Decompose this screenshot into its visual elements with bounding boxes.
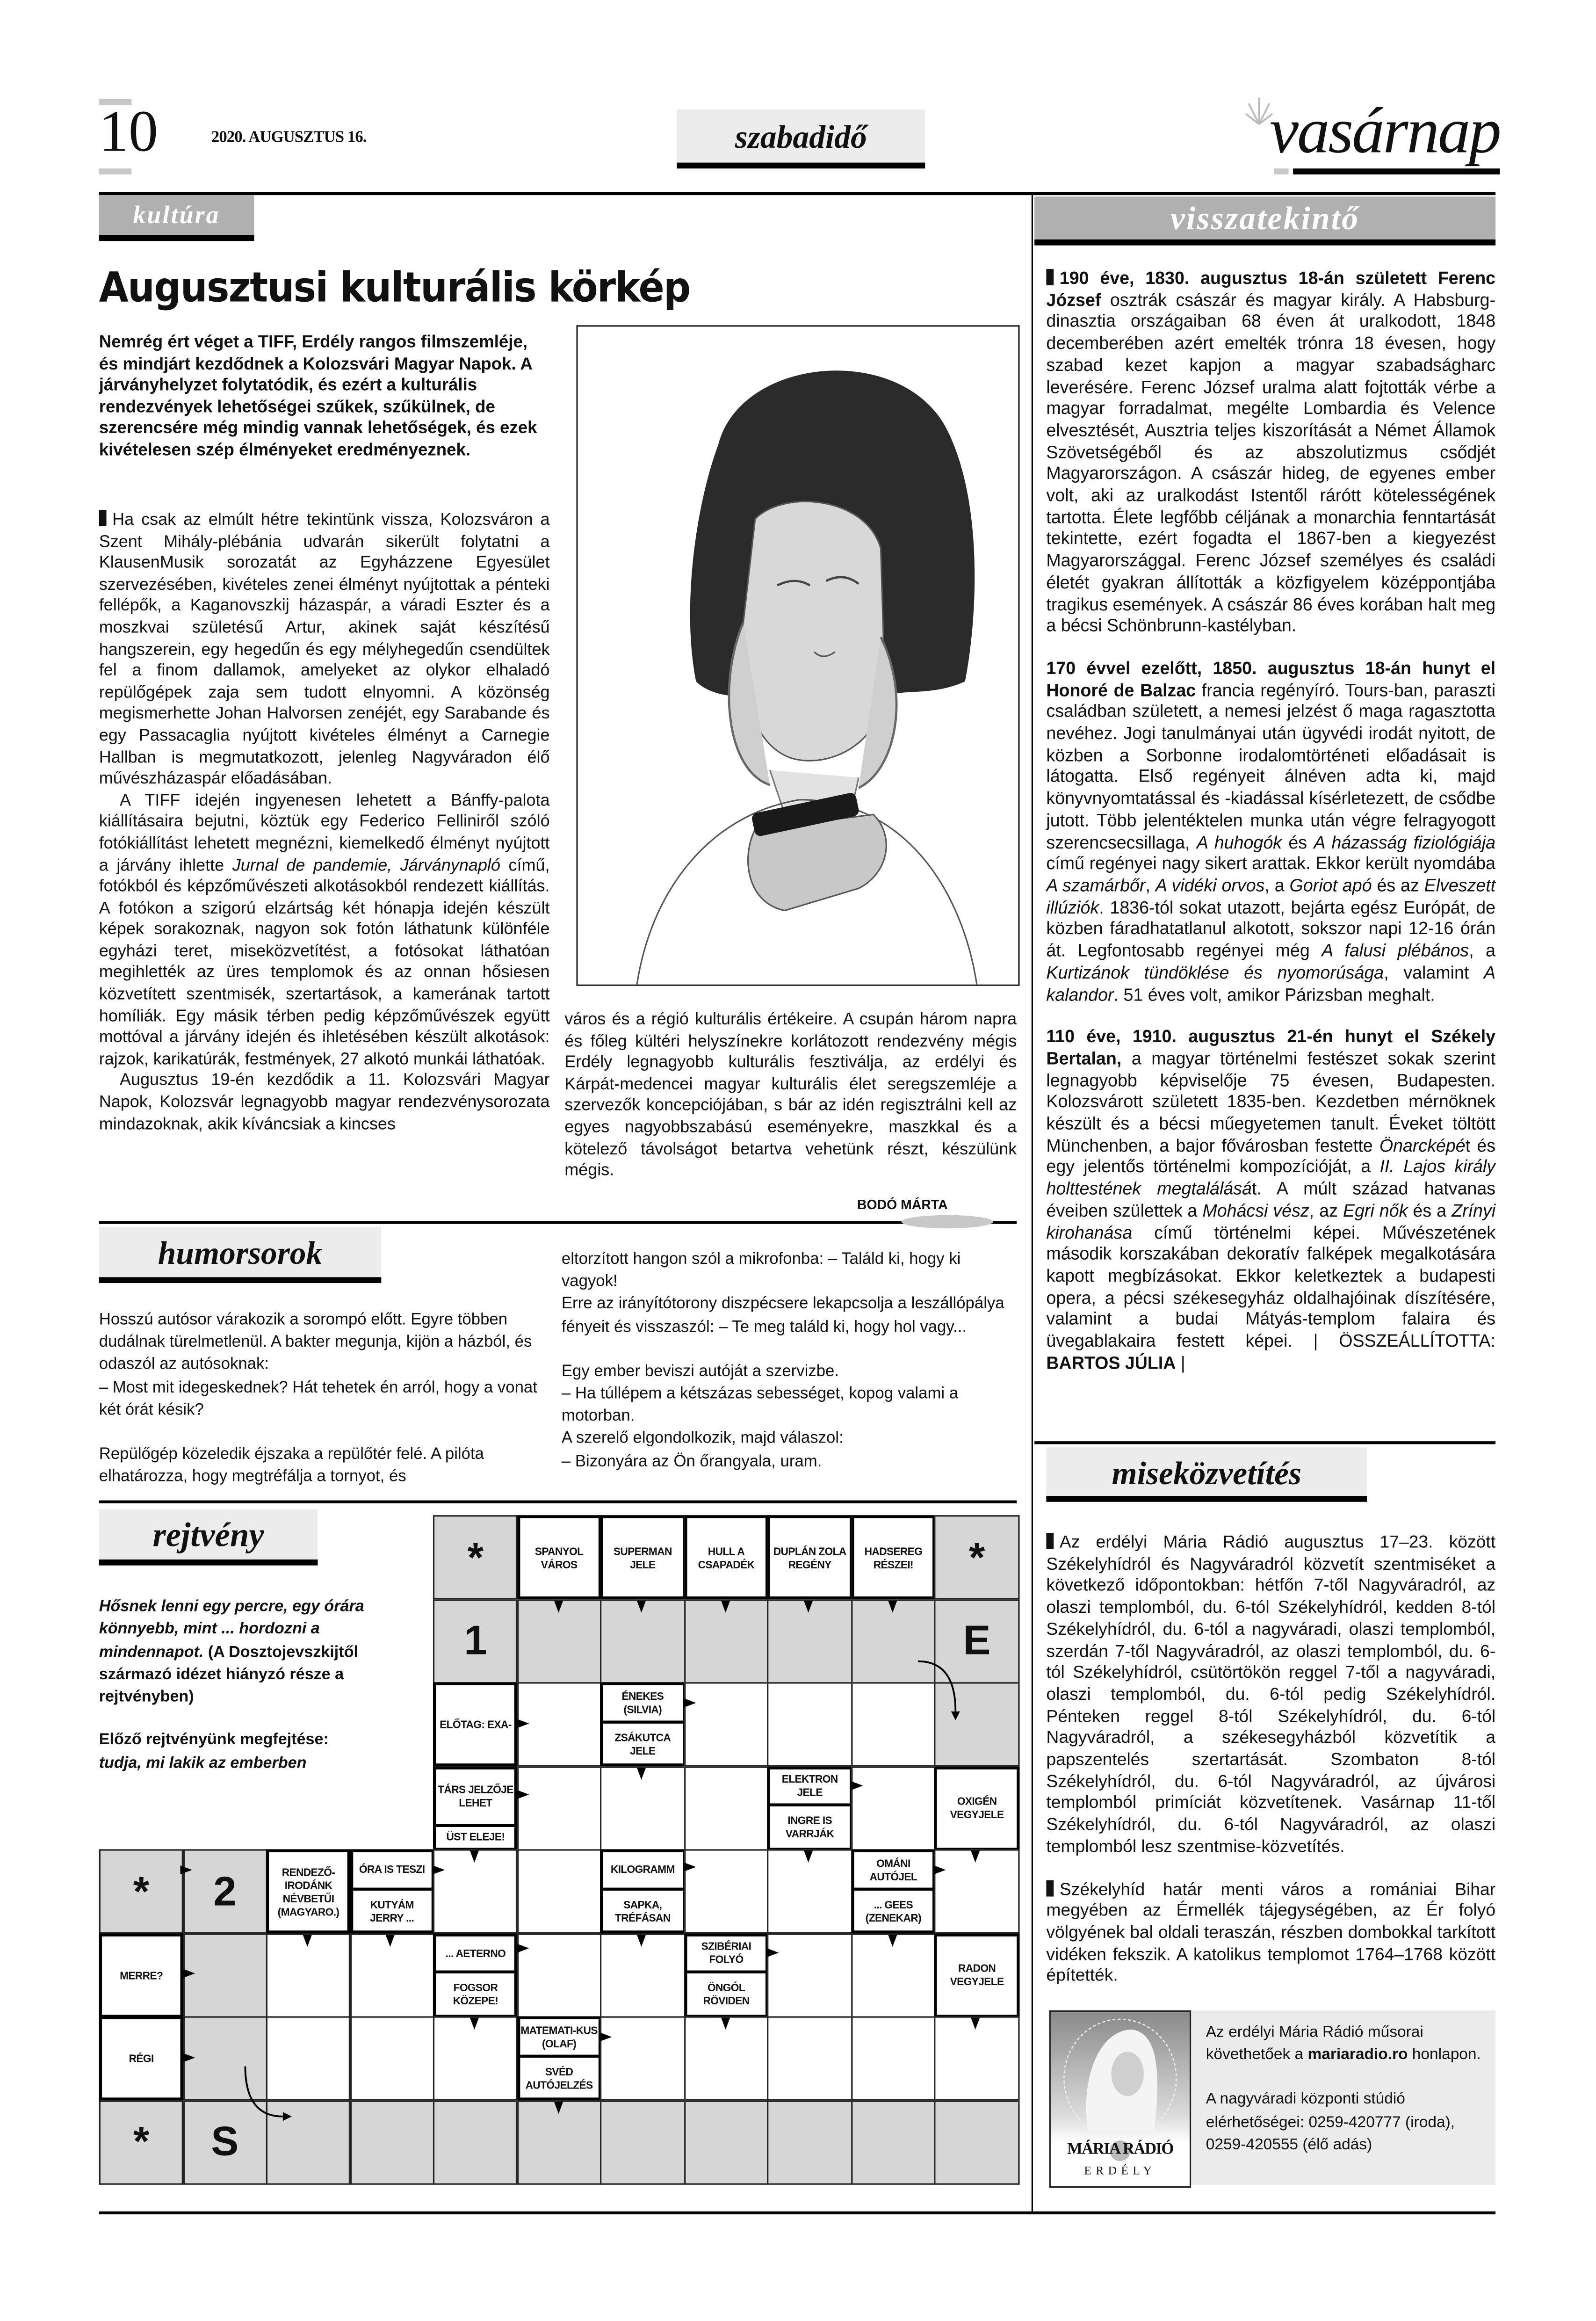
section-rule bbox=[1034, 1441, 1495, 1443]
previous-solution-label: Előző rejtvényünk megfejtése: bbox=[99, 1732, 329, 1750]
text-run: Zrínyi kirohanása bbox=[1046, 1200, 1496, 1243]
paragraph-marker bbox=[99, 510, 107, 526]
clue-text: RÉGI bbox=[129, 2052, 154, 2066]
clue-text: MERRE? bbox=[120, 1968, 163, 1982]
text-run: 170 évvel ezelőtt, 1850. augusztus 18-án hunyt el Honoré de Balzac bbox=[1046, 658, 1496, 700]
radio-website-text bbox=[1206, 2022, 1490, 2067]
text-run: | bbox=[1176, 1352, 1185, 1373]
page-number: 10 bbox=[99, 97, 159, 164]
logo-bar-gray bbox=[1274, 168, 1289, 174]
text-run: Elveszett illúziók bbox=[1046, 875, 1496, 918]
issue-date: 2020. AUGUSZTUS 16. bbox=[211, 128, 367, 146]
clue-text: RADON VEGYJELE bbox=[950, 1961, 1004, 1988]
clue-text: TÁRS JELZŐJE LEHET bbox=[438, 1783, 513, 1810]
key-label: * bbox=[968, 1533, 985, 1580]
text-run: BARTOS JÚLIA bbox=[1046, 1352, 1176, 1373]
text-run: A TIFF idején ingyenesen lehetett a Bánffy-palota kiállításaira bejutni, köztük egy Federico Felliniről szóló fotókiállítást lehetett megnézni, kiemelkedő élményt nyújtott a járvány ihlette bbox=[99, 791, 550, 875]
text-run: és a bbox=[1408, 1200, 1452, 1221]
joke-gap bbox=[99, 1422, 557, 1444]
text-run: című történelmi képei. Művészetének második korszakában dekoratív falképek megalkotására kapott megbízásokat. Ekkor keletkeztek a budapesti opera, a pécsi székesegyház oldalhajóinak díszítésére, valamint a budai Mátyás-templom falaira és üvegablakaira festett képei. bbox=[1046, 1221, 1496, 1351]
column-divider bbox=[1032, 194, 1033, 2213]
humor-column-left bbox=[99, 1310, 557, 1489]
text-run: Jurnal de pandemie, Járványnapló bbox=[232, 856, 500, 875]
text-run: . 1836-tól sokat utazott, bejárta egész Európát, de közben fáradhatatlanul alkotott, sokszor napi 12-16 órán át. Legfontosabb regényei még bbox=[1046, 897, 1496, 961]
joke-line: Egy ember beviszi autóját a szervizbe. bbox=[561, 1363, 839, 1381]
joke-line: – Bizonyára az Ön őrangyala, uram. bbox=[561, 1452, 822, 1471]
mass-text: Székelyhíd határ menti város a romániai Bihar megyében az Érmellék tájegységében, az Ér folyó völgyének bal oldali teraszán, részben dombokkal tarkított vidéken fekszik. A katolikus templomot 1764–1768 között építették. bbox=[1046, 1878, 1496, 1986]
clue-text: SZIBÉRIAI FOLYÓ bbox=[701, 1940, 751, 1967]
article-lead: Nemrég ért véget a TIFF, Erdély rangos filmszemléje, és mindjárt kezdődnek a Kolozsvári Magyar Napok. A járványhelyzet folytatódik, és ezért a kulturális rendezvények lehetőségei szűkek, szűkülnek, de szerencsére még mindig vannak lehetőségek, és ezek kivételesen szép élményeket eredményeznek. bbox=[99, 333, 537, 460]
paragraph-marker bbox=[1046, 269, 1054, 285]
text-run: II. Lajos király holttestének megtalálásá bbox=[1046, 1156, 1496, 1199]
text-run: A huhogók bbox=[1196, 831, 1282, 853]
text-run: a magyar történelmi festészet sokak szerint legnagyobb képviselője 75 évesen, Budapesten. Kolozsvárott született 1835-ben. Kezdetben mérnöknek készült és a bécsi műegyetemen tanult. Éveket töltött Münchenben, a bajor fővárosban festette bbox=[1046, 1048, 1496, 1156]
joke-line: – Most mit idegeskednek? Hát tehetek én arról, hogy a vonat két órát késik? bbox=[99, 1378, 537, 1419]
article-paragraph bbox=[99, 1071, 550, 1135]
text-run: 110 éve, 1910. augusztus 21-én hunyt el Székely Bertalan, bbox=[1046, 1026, 1496, 1069]
logo-title: MÁRIA RÁDIÓ bbox=[1067, 2140, 1173, 2158]
madonna-image bbox=[1051, 2012, 1190, 2186]
joke-line: A szerelő elgondolkozik, majd válaszol: bbox=[561, 1430, 844, 1448]
joke-line: Hosszú autósor várakozik a sorompó előtt. Egyre többen dudálnak türelmetlenül. A bakter megunja, kijön a házból, és odaszól az autósoknak: bbox=[99, 1311, 532, 1374]
text-run: , bbox=[1145, 875, 1155, 896]
text-run: A házasság fiziológiája bbox=[1314, 831, 1496, 853]
key-label: 1 bbox=[464, 1617, 487, 1663]
retro-paragraph bbox=[1046, 1026, 1495, 1374]
previous-solution-text: tudja, mi lakik az emberben bbox=[99, 1754, 307, 1772]
clue-text: SPANYOL VÁROS bbox=[534, 1544, 584, 1571]
maria-radio-logo bbox=[1049, 2010, 1191, 2188]
article-paragraph: város és a régió kulturális értékeire. A csupán három napra és főleg kültéri helyszínekre korlátozott rendezvény mégis Erdély legnagyobb kulturális fesztiválja, az erdélyi és Kárpát-medencei magyar kulturális élet seregszemléje a szervezők koncepciójában, s bár az idén regisztrálni kell az egyes nagyobbszabású eseményekre, maszkkal és a kötelező távolságot betartva vehetünk részt, készülünk mégis. bbox=[564, 1011, 1017, 1180]
section-tab-humorsorok: humorsorok bbox=[99, 1227, 382, 1283]
text-run: Mohácsi vész bbox=[1202, 1200, 1309, 1221]
page-number-bar bbox=[99, 168, 132, 174]
text-run: és bbox=[1282, 831, 1314, 853]
text-run: Goriot apó bbox=[1289, 875, 1372, 896]
text-run: és az bbox=[1372, 875, 1424, 896]
section-tab-misekozvetites: miseközvetítés bbox=[1046, 1447, 1367, 1502]
retro-paragraph bbox=[1046, 658, 1495, 1005]
newspaper-logo bbox=[1242, 92, 1500, 177]
clue-text: INGRE IS VARRJÁK bbox=[785, 1813, 834, 1841]
text-run: honlapon. bbox=[1408, 2046, 1481, 2064]
text-run: francia regényíró. Tours-ban, paraszti családban született, a nemesi jelzést ő maga ragasztotta nevéhez. Jogi tanulmányai után ügyvédi irodát nyitott, de közben a Sorbonne irodalomtörténeti előadásait is látogatta. Első regényeit álnéven adta ki, majd könyvnyomtatással és -kiadással kísérletezett, de csődbe jutott. Több jelentéktelen munka után végre felragyogott szerencsecsillaga, bbox=[1046, 679, 1496, 853]
clue-text: ELŐTAG: EXA- bbox=[440, 1718, 512, 1731]
joke-line: eltorzított hangon szól a mikrofonba: – Találd ki, hogy ki vagyok! bbox=[561, 1250, 961, 1291]
text-run: Kurtizánok tündöklése és nyomorúsága bbox=[1046, 962, 1384, 983]
bottom-rule bbox=[99, 2212, 1495, 2214]
text-run: A vidéki orvos bbox=[1155, 875, 1265, 896]
text-run: Ha csak az elmúlt hétre tekintünk vissza, Kolozsváron a Szent Mihály-plébánia udvarán sikerült folytatni a KlausenMusik sorozatát az Egyházzene Egyesület szervezésében, kivételes zenei élményt nyújtottak a pénteki fellépők, a Kaganovszkij házaspár, a váradi Eszter és a moszkvai születésű Artur, akinek saját készítésű hangszerein, egy hegedűn és egy mélyhegedűn csendültek fel a finom dallamok, amelyeket az olykor elhaladó repülőgépek zaja sem tudott elnyomni. A közönség megismerhette Johan Halvorsen zenéjét, egy Sarabande és egy Passacaglia nyújtott kivételes élményt a Carnegie Hallban is megmutatkozott, jelenleg Nagyváradon élő művészházaspár előadásában. bbox=[99, 511, 550, 788]
section-tab-kultura: kultúra bbox=[99, 195, 254, 241]
article-body bbox=[99, 510, 550, 1135]
section-rule bbox=[99, 1221, 1017, 1224]
clue-text: ÜST ELEJE! bbox=[446, 1830, 505, 1844]
text-run: . 51 éves volt, amikor Párizsban meghalt. bbox=[1113, 984, 1435, 1005]
clue-text: KUTYÁM JERRY ... bbox=[370, 1897, 414, 1924]
article-byline: BODÓ MÁRTA bbox=[857, 1197, 948, 1212]
section-label-szabadido: szabadidő bbox=[677, 109, 925, 168]
clue-text: OXIGÉN VEGYJELE bbox=[950, 1794, 1004, 1821]
text-run: Egri nők bbox=[1343, 1200, 1408, 1221]
text-run: 190 éve, 1830. augusztus 18-án született Ferenc József bbox=[1046, 267, 1496, 310]
maria-radio-box bbox=[1049, 2010, 1495, 2185]
key-label: * bbox=[133, 1868, 150, 1914]
clue-text: ÖNGÓL RÖVIDEN bbox=[703, 1980, 750, 2008]
key-label: S bbox=[211, 2118, 239, 2164]
retro-paragraph bbox=[1046, 268, 1495, 637]
clue-text: SAPKA, TRÉFÁSAN bbox=[614, 1897, 671, 1924]
article-headline: Augusztusi kulturális körkép bbox=[99, 263, 690, 312]
article-paragraph bbox=[99, 791, 550, 1071]
top-rule bbox=[99, 192, 1495, 195]
joke-line: Repülőgép közeledik éjszaka a repülőtér felé. A pilóta elhatározza, hogy megtréfálja a tornyot, és bbox=[99, 1445, 484, 1486]
mass-paragraph bbox=[1046, 1531, 1495, 1857]
logo-bar bbox=[1293, 168, 1500, 174]
joke-line: – Ha túllépem a kétszázas sebességet, kopog valami a motorban. bbox=[561, 1385, 959, 1426]
mass-paragraph bbox=[1046, 1878, 1495, 1987]
article-paragraph bbox=[99, 510, 550, 791]
clue-text: ELEKTRON JELE bbox=[781, 1773, 838, 1800]
logo-subtitle: ERDÉLY bbox=[1084, 2164, 1156, 2177]
text-run: Az erdélyi Mária Rádió műsorai követhetőek a bbox=[1206, 2024, 1423, 2064]
clue-text: SUPERMAN JELE bbox=[613, 1544, 672, 1571]
clue-text: OMÁNI AUTÓJEL bbox=[869, 1857, 917, 1883]
article-illustration bbox=[576, 325, 1019, 986]
text-run: | ÖSSZEÁLLÍTOTTA: bbox=[1313, 1330, 1496, 1351]
clue-text: RENDEZŐ-IRODÁNK NÉVBETŰI (MAGYARO.) bbox=[277, 1864, 339, 1918]
clue-text: HULL A CSAPADÉK bbox=[698, 1544, 755, 1571]
text-run: című, fotókból és képzőművészeti alkotásokból rendezett kiállítás. A fotókon a szigorú elzártság két hónapja idején készült képek sorakoznak, nagyon sok fotón láthatunk különféle egyházi teret, miseközvetítést, a fotósokat láthatóan megihlették az üres templomok és az onnan hősiesen közvetített szentmisék, szertartások, a kamerának tartott homíliák. Egy másik térben pedig képzőművészek együtt mottóval a járvány idején és ihletésében készült alkotások: rajzok, karikatúrák, festmények, 27 alkotó munkái láthatóak. bbox=[99, 856, 550, 1069]
retro-column bbox=[1046, 268, 1495, 1394]
text-run: (A Dosztojevszkijtől származó idézet hiányzó része a rejtvényben) bbox=[99, 1643, 358, 1706]
clue-text: FOGSOR KÖZEPE! bbox=[453, 1980, 498, 2008]
clue-text: KILOGRAMM bbox=[610, 1863, 675, 1877]
text-run: , az bbox=[1309, 1200, 1343, 1221]
humor-column-right bbox=[562, 1249, 1017, 1473]
clue-text: SVÉD AUTÓJELZÉS bbox=[525, 2064, 593, 2091]
text-run: t és egy jelentős történelmi kompozícióját, a bbox=[1046, 1135, 1496, 1177]
section-tab-rejtveny: rejtvény bbox=[99, 1509, 318, 1566]
mass-column bbox=[1046, 1531, 1495, 2008]
radio-contact-text: A nagyváradi központi stúdió elérhetőségei: 0259-420777 (iroda), 0259-420555 (élő adás) bbox=[1206, 2090, 1455, 2154]
section-tab-visszatekinto: visszatekintő bbox=[1034, 196, 1495, 245]
paragraph-marker bbox=[1046, 1879, 1054, 1896]
joke-line: Erre az irányítótorony diszpécsere lekapcsolja a leszállópálya fényeit és visszaszól: – Te meg találd ki, hogy hol vagy... bbox=[561, 1295, 1004, 1336]
paragraph-marker bbox=[1046, 1533, 1054, 1549]
text-run: mariaradio.ro bbox=[1307, 2046, 1408, 2064]
key-label: * bbox=[133, 2118, 150, 2164]
clue-text: DUPLÁN ZOLA REGÉNY bbox=[773, 1544, 846, 1571]
text-run: , valamint bbox=[1384, 962, 1484, 983]
text-run: Önarcképé bbox=[1379, 1135, 1466, 1156]
clue-text: ... GEES (ZENEKAR) bbox=[865, 1897, 922, 1924]
text-run: , a bbox=[1264, 875, 1290, 896]
key-label: E bbox=[963, 1617, 991, 1663]
clue-text: ZSÁKUTCA JELE bbox=[614, 1730, 671, 1757]
clue-text: HADSEREG RÉSZEI! bbox=[864, 1544, 923, 1571]
mass-text: Az erdélyi Mária Rádió augusztus 17–23. között Székelyhídról és Nagyváradról közvetít szentmiséket a következő időpontokban: hétfőn 7-től Nagyváradról, az olaszi templomból, du. 6-tól Székelyhídról, kedden 8-tól Székelyhídról, du. 6-tól a nagyváradi, olaszi templomból, szerdán 7-től Nagyváradról, az olaszi templomból, du. 6-tól Székelyhídról, csütörtökön reggel 7-től a nagyváradi, olaszi templomból, du. 6-tól pedig Székelyhídról. Pénteken reggel 8-tól Székelyhídról, du. 6-tól Nagyváradról, a székesegyházból közvetítik a papszentelés szertartását. Szombaton 8-tól Székelyhídról, du. 6-tól Nagyváradról, az újvárosi templomból primíciát közvetítenek. Vasárnap 11-től Székelyhídról, du. 6-tól Nagyváradról, az olaszi templomból lesz szentmise-közvetítés. bbox=[1046, 1531, 1496, 1857]
joke-gap bbox=[562, 1339, 1017, 1361]
continuation-arrows bbox=[99, 1515, 1018, 2183]
radio-info bbox=[1206, 2022, 1490, 2179]
clue-text: ÓRA IS TESZI bbox=[359, 1863, 425, 1877]
clue-text: ÉNEKES (SILVIA) bbox=[621, 1689, 664, 1716]
text-run: , a bbox=[1469, 940, 1496, 961]
text-run: t. A múlt század hatvanas éveiben születtek a bbox=[1046, 1178, 1496, 1221]
logo-wordmark: vasárnap bbox=[1270, 94, 1500, 167]
article-continuation bbox=[564, 1009, 1017, 1182]
section-rule bbox=[99, 1501, 1017, 1503]
text-run: Hősnek lenni egy percre, egy órára könnyebb, mint ... hordozni a mindennapot. bbox=[99, 1598, 364, 1661]
clue-text: ... AETERNO bbox=[445, 1946, 506, 1960]
text-run: Augusztus 19-én kezdődik a 11. Kolozsvári Magyar Napok, Kolozsvár legnagyobb magyar rendezvénysorozata mindazoknak, akik kíváncsiak a kincses bbox=[99, 1072, 550, 1133]
text-run: osztrák császár és magyar király. A Habsburg-dinasztia országaiban 68 éven át uralkodott, 1848 decemberében azért emelték trónra 18 évesen, hogy szabad kezet kapjon a magyar szabadságharc leverésére. Ferenc József uralma alatt fojtották vérbe a magyar forradalmat, megélte Lombardia és Velence elvesztését, Ausztria teljes kiszorítását a Német Államok Szövetségéből és az abszolutizmus csődjét Magyarországon. A császár hideg, de egyenes ember volt, aki az uralkodást Istentől rárótt kötelességének tartotta. Élete legfőbb céljának a monarchia fenntartását tekintette, ezért fogadta el 1867-ben a kiegyezést Magyarországgal. Ferenc József személyes és családi életét gyakran állították a közfigyelem középpontjába tragikus események. A császár 86 éves korában halt meg a bécsi Schönbrunn-kastélyban. bbox=[1046, 289, 1496, 636]
key-label: * bbox=[467, 1533, 484, 1580]
key-label: 2 bbox=[213, 1868, 237, 1914]
woman-with-phone-drawing bbox=[578, 326, 1018, 984]
text-run: A kalandor bbox=[1046, 962, 1496, 1005]
crossword-grid bbox=[99, 1515, 1018, 2183]
text-run: A szamárbőr bbox=[1046, 875, 1146, 896]
clue-text: MATEMATI-KUS (OLAF) bbox=[520, 2024, 598, 2051]
byline-ornament bbox=[902, 1215, 993, 1228]
text-run: A falusi plébános bbox=[1322, 940, 1469, 961]
text-run: című regényei nagy sikert arattak. Ekkor került nyomdába bbox=[1046, 853, 1496, 874]
